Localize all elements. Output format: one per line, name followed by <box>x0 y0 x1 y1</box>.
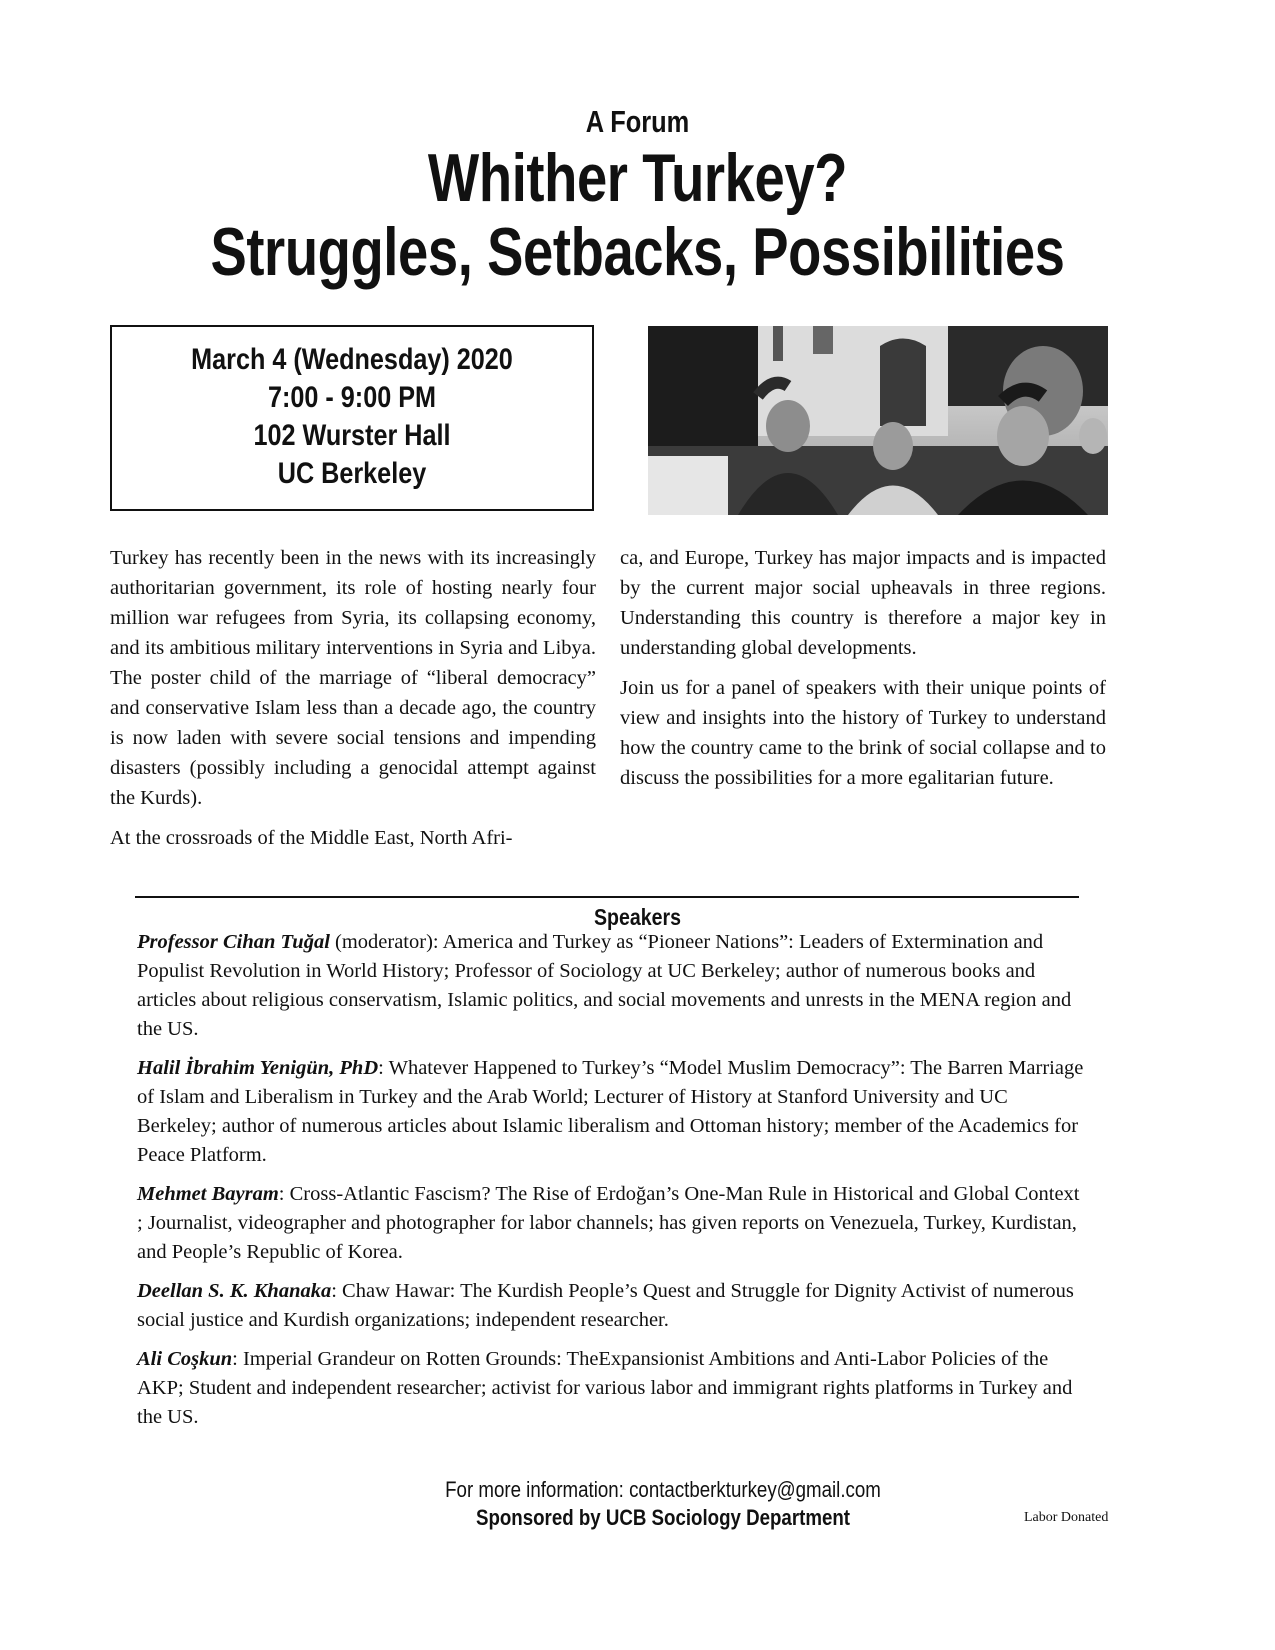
photo-archway <box>880 339 926 427</box>
speaker-description: : Imperial Grandeur on Rotten Grounds: TheExpansionist Ambitions and Anti-Labor Policies of the AKP; Student and independent researcher; activist for various labor and immigrant rights platforms in Turkey and the US. <box>137 1348 1073 1428</box>
event-campus: UC Berkeley <box>277 457 427 490</box>
speaker-name: Deellan S. K. Khanaka <box>137 1280 332 1302</box>
sponsor-line <box>96 1505 1180 1531</box>
photo-window <box>773 326 783 361</box>
event-room: 102 Wurster Hall <box>253 419 451 452</box>
sponsor-text: Sponsored by UCB Sociology Department <box>475 1505 851 1530</box>
photo-trees <box>648 326 758 446</box>
intro-paragraph: Join us for a panel of speakers with their unique points of view and insights into the history of Turkey to understand how the country came to the brink of social collapse and to discuss the possibilities for a more egalitarian future. <box>620 677 1106 789</box>
intro-paragraph: At the crossroads of the Middle East, North Afri- <box>110 827 513 849</box>
speaker-name: Professor Cihan Tuğal <box>137 931 330 953</box>
speaker-description: : Chaw Hawar: The Kurdish People’s Quest and Struggle for Dignity Activist of numerous social justice and Kurdish organizations; independent researcher. <box>137 1280 1074 1331</box>
photo-protester-face <box>1079 418 1107 454</box>
speaker-entry <box>137 1345 1087 1432</box>
event-date: March 4 (Wednesday) 2020 <box>191 343 513 376</box>
intro-column-left <box>110 543 596 863</box>
title-line-2: Struggles, Setbacks, Possibilities <box>210 214 1065 290</box>
intro-column-right <box>620 543 1106 803</box>
photo-window <box>813 326 833 354</box>
speaker-name: Ali Coşkun <box>137 1348 233 1370</box>
protest-photo <box>648 326 1108 515</box>
speaker-entry <box>137 1180 1087 1267</box>
photo-protester-face <box>766 400 810 452</box>
speaker-description: : Cross-Atlantic Fascism? The Rise of Erdoğan’s One-Man Rule in Historical and Global Context ; Journalist, videographer and photographer for labor channels; has given reports on Venezuela, Turkey, Kurdistan, and People’s Republic of Korea. <box>137 1183 1080 1263</box>
photo-protester-face <box>997 406 1049 466</box>
speakers-list <box>137 928 1087 1442</box>
section-divider <box>135 896 1079 898</box>
event-time: 7:00 - 9:00 PM <box>267 381 437 414</box>
speaker-entry <box>137 1054 1087 1170</box>
speakers-heading: Speakers <box>594 904 681 930</box>
title-line-1: Whither Turkey? <box>427 140 848 216</box>
photo-protest-sign <box>648 456 728 515</box>
forum-kicker: A Forum <box>585 104 690 139</box>
protest-photo-image <box>648 326 1108 515</box>
speaker-description: (moderator): America and Turkey as “Pioneer Nations”: Leaders of Extermination and Populist Revolution in World History; Professor of Sociology at UC Berkeley; author of numerous books and articles about religious conservatism, Islamic politics, and social movements and unrests in the MENA region and the US. <box>137 931 1072 1040</box>
contact-info: For more information: contactberkturkey@gmail.com <box>445 1477 881 1502</box>
photo-protester-face <box>873 422 913 470</box>
intro-paragraph: Turkey has recently been in the news with its increasingly authoritarian government, its role of hosting nearly four million war refugees from Syria, its collapsing economy, and its ambitious military interventions in Syria and Libya. The poster child of the marriage of “liberal democracy” and conservative Islam less than a decade ago, the country is now laden with severe social tensions and impending disasters (possibly including a genocidal attempt against the Kurds). <box>110 547 596 809</box>
speaker-entry <box>137 1277 1087 1335</box>
speaker-name: Halil İbrahim Yenigün, PhD <box>137 1057 379 1079</box>
speaker-description: : Whatever Happened to Turkey’s “Model Muslim Democracy”: The Barren Marriage of Islam and Liberalism in Turkey and the Arab World; Lecturer of History at Stanford University and UC Berkeley; author of numerous articles about Islamic liberalism and Ottoman history; member of the Academics for Peace Platform. <box>137 1057 1084 1166</box>
speaker-entry <box>137 928 1087 1044</box>
labor-donated-note: Labor Donated <box>1024 1510 1109 1525</box>
event-details-box <box>110 325 594 511</box>
speaker-name: Mehmet Bayram <box>137 1183 279 1205</box>
intro-paragraph: ca, and Europe, Turkey has major impacts and is impacted by the current major social upheavals in three regions. Understanding this country is therefore a major key in understanding global developments. <box>620 547 1106 659</box>
